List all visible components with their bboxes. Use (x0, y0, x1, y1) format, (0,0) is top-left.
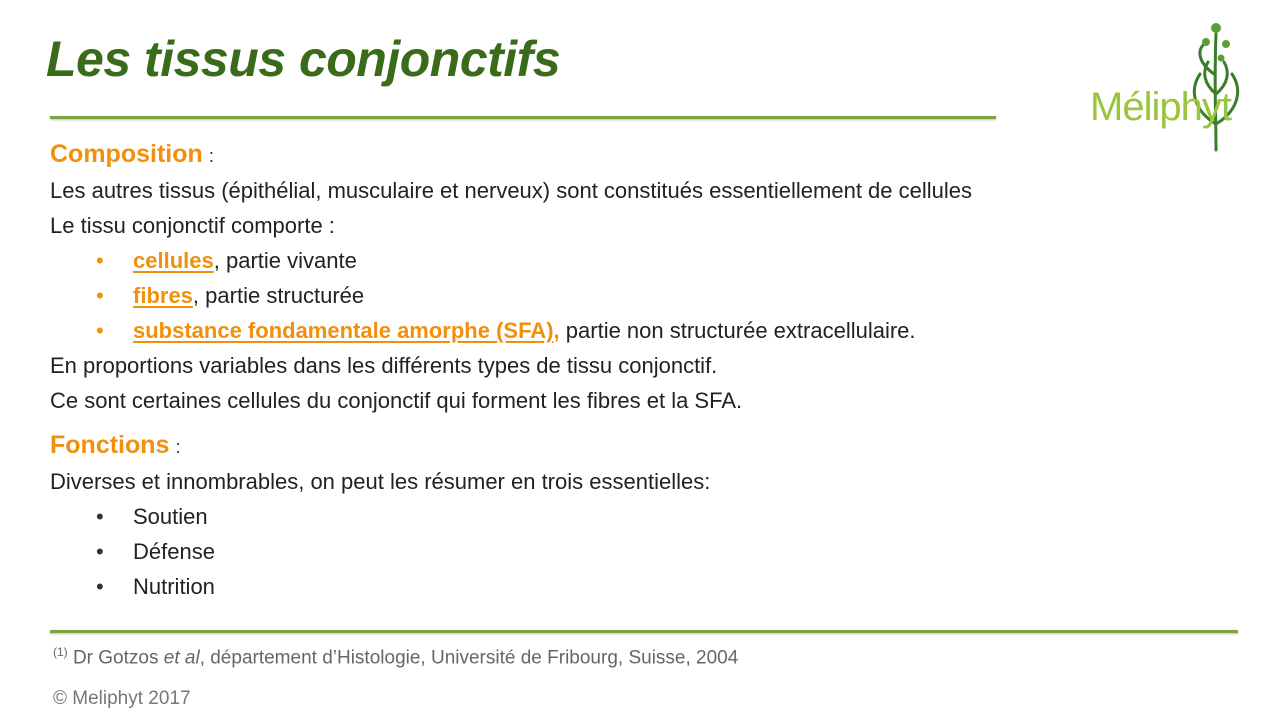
term-separator: , (553, 318, 560, 343)
composition-line-3: En proportions variables dans les différents types de tissu conjonctif. (50, 353, 718, 378)
fonctions-heading-line (50, 428, 1250, 464)
fonctions-list (50, 499, 1250, 604)
footnote-source: , département d’Histologie, Université de Fribourg, Suisse, 2004 (199, 647, 739, 669)
composition-heading-line (50, 137, 1250, 173)
composition-heading: Composition (50, 140, 203, 168)
composition-colon: : (208, 146, 214, 166)
footnote-etal: et al (163, 647, 200, 669)
title-divider (50, 116, 996, 119)
page-title: Les tissus conjonctifs (46, 31, 561, 87)
list-item (50, 499, 1250, 534)
bullet-icon: • (96, 574, 104, 599)
copyright: © Meliphyt 2017 (53, 688, 191, 709)
term-separator: , (213, 248, 220, 273)
fonctions-intro: Diverses et innombrables, on peut les résumer en trois essentielles: (50, 469, 711, 494)
composition-line-4: Ce sont certaines cellules du conjonctif qui forment les fibres et la SFA. (50, 388, 743, 413)
term-description: partie structurée (205, 283, 365, 308)
slide-content (50, 137, 1250, 604)
composition-line-2: Le tissu conjonctif comporte : (50, 213, 335, 238)
list-item (50, 313, 1250, 348)
logo-text: Méliphyt (1090, 85, 1231, 129)
list-item (50, 534, 1250, 569)
fonction-defense: Défense (133, 539, 215, 564)
fonction-soutien: Soutien (133, 504, 208, 529)
bullet-icon: • (96, 248, 104, 273)
bullet-icon: • (96, 539, 104, 564)
composition-line-1: Les autres tissus (épithélial, musculaire et nerveux) sont constitués essentiellement de cellules (50, 178, 973, 203)
footnote-author: Dr Gotzos (72, 647, 159, 669)
meliphyt-logo (1088, 14, 1268, 154)
fonction-nutrition: Nutrition (133, 574, 215, 599)
term-fibres[interactable]: fibres (133, 283, 193, 308)
list-item (50, 569, 1250, 604)
footer-divider (50, 630, 1238, 633)
list-item (50, 278, 1250, 313)
term-sfa[interactable]: substance fondamentale amorphe (SFA) (133, 318, 554, 343)
term-cellules[interactable]: cellules (133, 248, 214, 273)
fonctions-heading: Fonctions (50, 431, 170, 459)
bullet-icon: • (96, 318, 104, 343)
term-description: partie vivante (225, 248, 357, 273)
term-separator: , (192, 283, 200, 308)
composition-list (50, 243, 1250, 348)
footnote-marker: (1) (53, 645, 68, 659)
fonctions-colon: : (175, 437, 181, 457)
list-item (50, 243, 1250, 278)
term-description: partie non structurée extracellulaire. (565, 318, 916, 343)
bullet-icon: • (96, 504, 104, 529)
bullet-icon: • (96, 283, 104, 308)
footnote (53, 645, 738, 669)
